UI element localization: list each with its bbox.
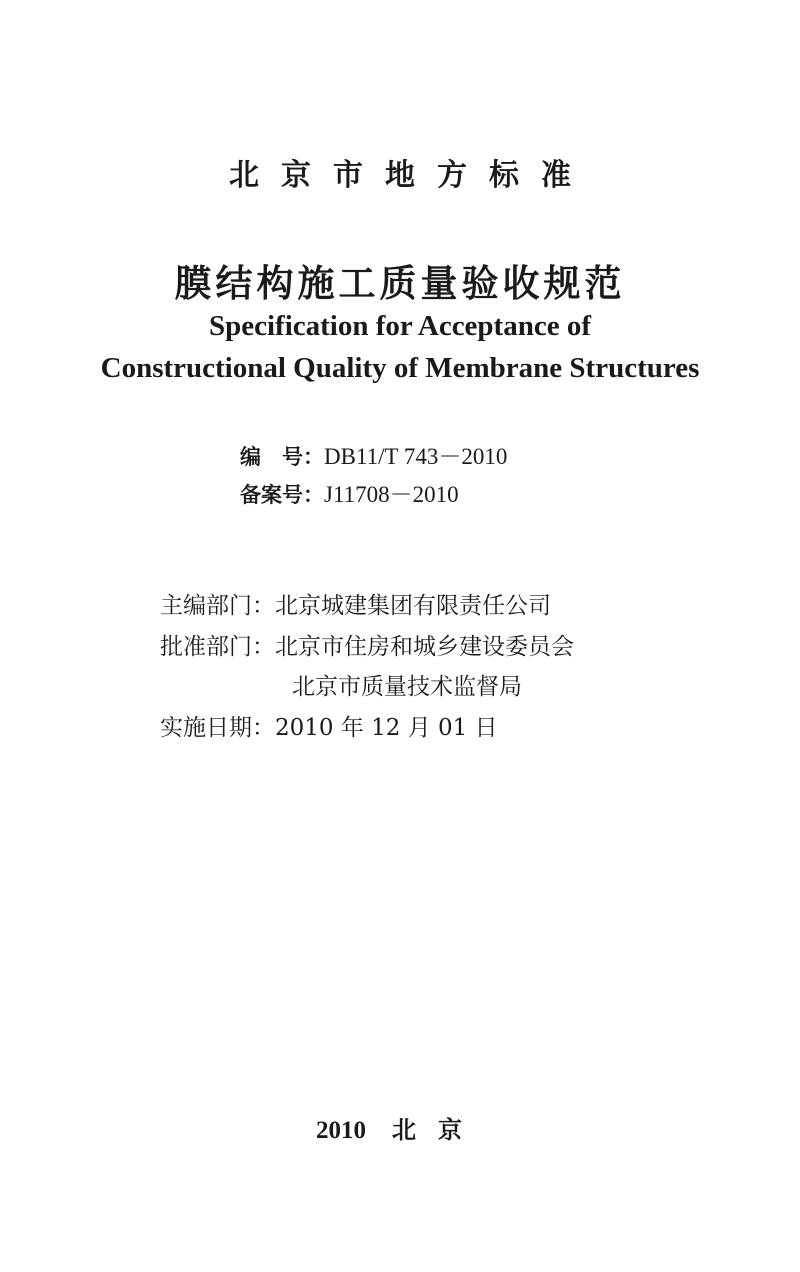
publication-city: 北京 (392, 1116, 484, 1144)
approver-label: 批准部门： (160, 634, 275, 660)
chief-editor-row (160, 586, 551, 626)
implementation-date-row (160, 708, 498, 748)
chief-editor-label: 主编部门： (160, 593, 275, 619)
implementation-date-value: 2010 年 12 月 01 日 (275, 715, 498, 741)
standard-number-value: DB11/T 743－2010 (324, 444, 508, 469)
record-number-value: J11708－2010 (324, 482, 459, 507)
standard-number-row (240, 440, 507, 474)
chief-editor-value: 北京城建集团有限责任公司 (275, 593, 551, 619)
approver-value-1: 北京市住房和城乡建设委员会 (275, 634, 574, 660)
record-number-row (240, 478, 459, 512)
document-title-en-line2: Constructional Quality of Membrane Structures (100, 352, 700, 384)
standard-number-label: 编 号： (240, 445, 324, 469)
approver-row (160, 627, 574, 667)
record-number-label: 备案号： (240, 483, 324, 507)
implementation-date-label: 实施日期： (160, 715, 275, 741)
document-title-cn: 膜结构施工质量验收规范 (174, 262, 626, 305)
publication-footer (0, 1110, 800, 1145)
document-title-en-line1: Specification for Acceptance of (208, 310, 591, 342)
publication-year: 2010 (316, 1117, 366, 1144)
standard-type-heading: 北京市地方标准 (229, 158, 593, 193)
approver-value-2: 北京市质量技术监督局 (292, 674, 522, 700)
